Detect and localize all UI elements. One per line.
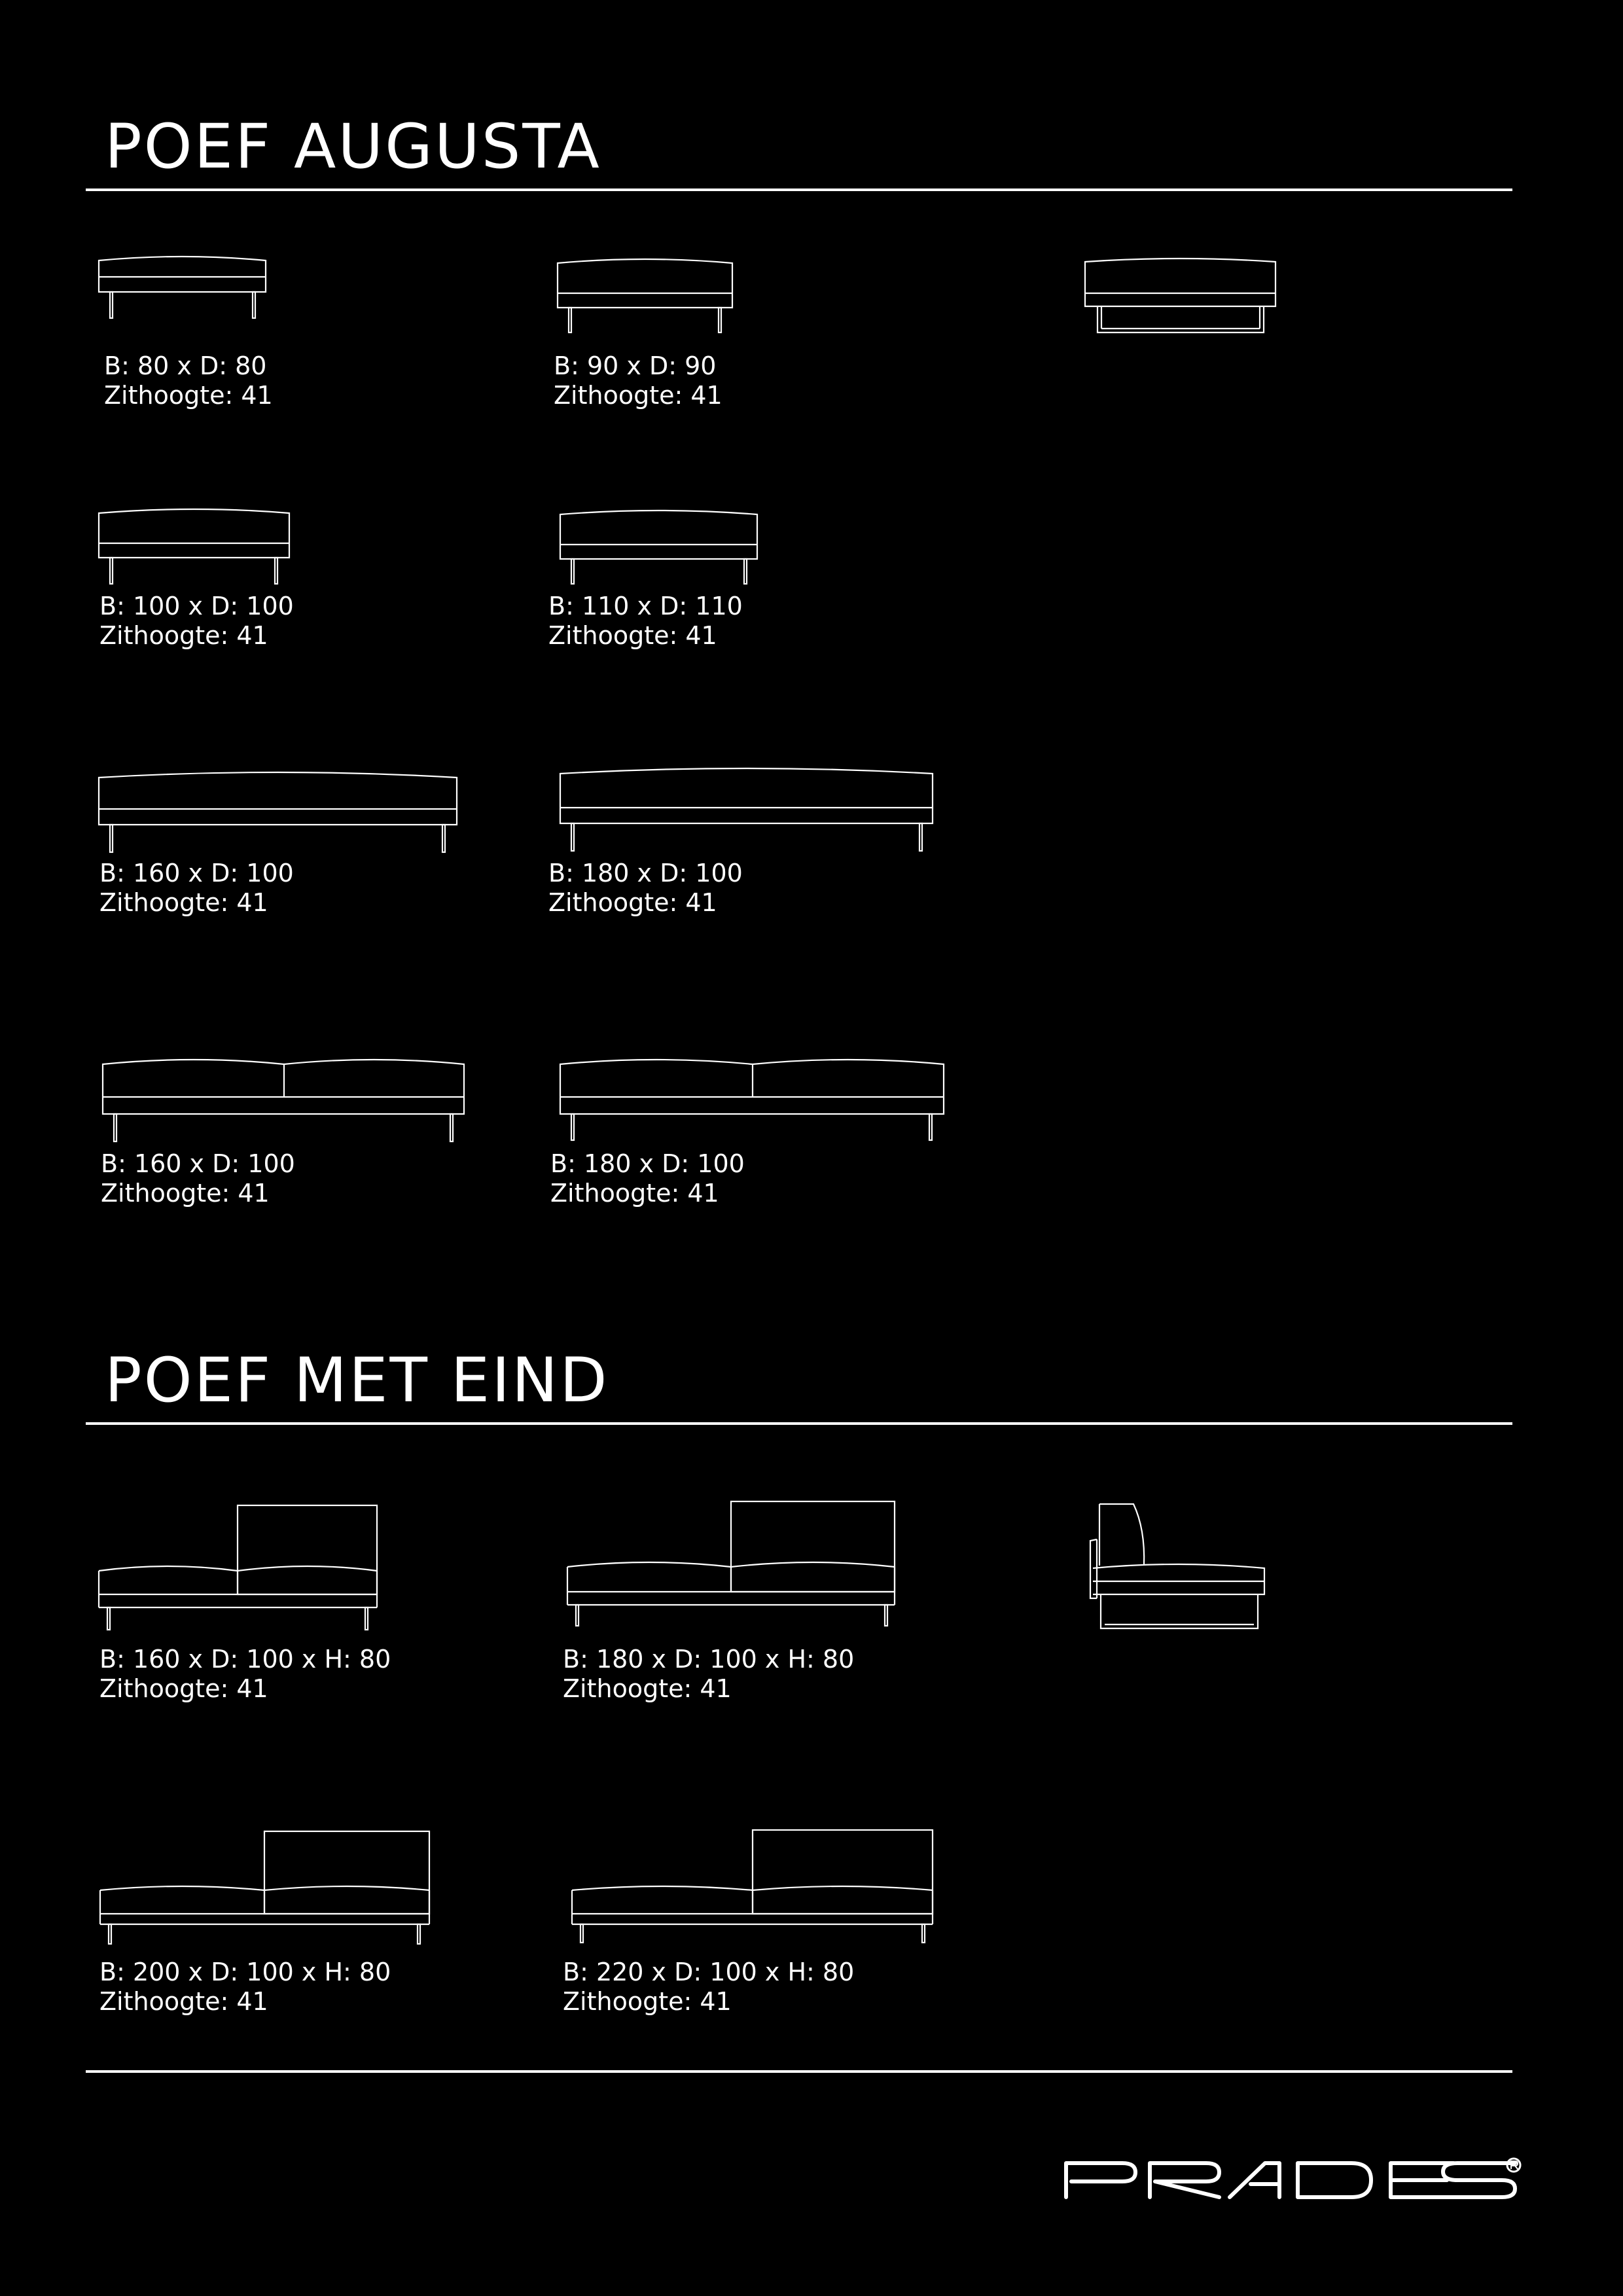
seat-height-label: Zithoogte: 41	[548, 888, 717, 917]
item-caption	[554, 351, 722, 410]
item-caption	[99, 1645, 391, 1704]
dimensions-label: B: 90 x D: 90	[554, 351, 717, 380]
dimensions-label: B: 180 x D: 100 x H: 80	[563, 1645, 855, 1674]
seat-height-label: Zithoogte: 41	[563, 1987, 732, 2016]
ottoman-90-drawing	[557, 257, 734, 335]
item-caption	[550, 1149, 745, 1208]
prades-logo	[1063, 2157, 1522, 2209]
dimensions-label: B: 80 x D: 80	[104, 351, 267, 380]
dimensions-label: B: 100 x D: 100	[99, 592, 294, 620]
ottoman-110-drawing	[560, 508, 759, 586]
end-unit-side-view-drawing	[1088, 1503, 1268, 1634]
item-caption	[563, 1645, 854, 1704]
ottoman-100-drawing	[98, 507, 291, 585]
dimensions-label: B: 160 x D: 100 x H: 80	[99, 1645, 391, 1674]
seat-height-label: Zithoogte: 41	[99, 1674, 268, 1703]
end-unit-220-drawing	[571, 1829, 935, 1946]
item-caption	[99, 1958, 391, 2017]
dimensions-label: B: 160 x D: 100	[99, 859, 294, 888]
end-unit-200-drawing	[99, 1830, 432, 1948]
seat-height-label: Zithoogte: 41	[99, 888, 268, 917]
section-divider	[86, 1422, 1512, 1425]
seat-height-label: Zithoogte: 41	[104, 381, 273, 410]
item-caption	[563, 1958, 854, 2017]
bench-180-two-cushion-drawing	[560, 1056, 947, 1145]
seat-height-label: Zithoogte: 41	[548, 621, 717, 650]
dimensions-label: B: 180 x D: 100	[550, 1149, 745, 1178]
seat-height-label: Zithoogte: 41	[99, 1987, 268, 2016]
seat-height-label: Zithoogte: 41	[101, 1179, 270, 1208]
dimensions-label: B: 160 x D: 100	[101, 1149, 295, 1178]
seat-height-label: Zithoogte: 41	[550, 1179, 719, 1208]
footer-divider	[86, 2070, 1512, 2073]
bench-160-two-cushion-drawing	[102, 1056, 466, 1145]
item-caption	[99, 859, 294, 918]
section-title-poef-augusta: POEF AUGUSTA	[105, 111, 601, 183]
bench-180-drawing	[560, 767, 936, 855]
dimensions-label: B: 180 x D: 100	[548, 859, 743, 888]
end-unit-180-drawing	[567, 1500, 897, 1631]
item-caption	[101, 1149, 295, 1208]
item-caption	[104, 351, 273, 410]
seat-height-label: Zithoogte: 41	[554, 381, 722, 410]
seat-height-label: Zithoogte: 41	[99, 621, 268, 650]
bench-160-drawing	[98, 771, 459, 856]
dimensions-label: B: 110 x D: 110	[548, 592, 743, 620]
item-caption	[548, 859, 743, 918]
item-caption	[548, 592, 743, 651]
section-divider	[86, 188, 1512, 191]
ottoman-80-drawing	[98, 254, 268, 332]
seat-height-label: Zithoogte: 41	[563, 1674, 732, 1703]
ottoman-side-view-drawing	[1084, 257, 1277, 335]
item-caption	[99, 592, 294, 651]
dimensions-label: B: 200 x D: 100 x H: 80	[99, 1958, 391, 1986]
section-title-poef-met-eind: POEF MET EIND	[105, 1345, 609, 1416]
dimensions-label: B: 220 x D: 100 x H: 80	[563, 1958, 855, 1986]
end-unit-160-drawing	[98, 1504, 380, 1635]
